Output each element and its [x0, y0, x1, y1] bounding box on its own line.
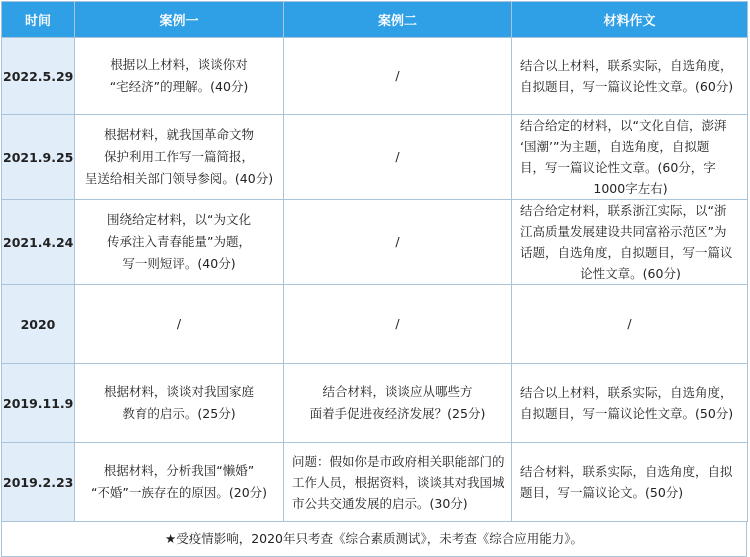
case2-line: 工作人员，根据资料，谈谈其对我国城 — [292, 474, 505, 490]
header-row — [2, 2, 748, 38]
essay-line: 目，写一篇议论性文章。(60分，字 — [520, 160, 716, 175]
footnote: ★受疫情影响，2020年只考查《综合素质测试》，未考查《综合应用能力》。 — [1, 522, 747, 557]
exam-table-container — [1, 1, 749, 546]
row-case2 — [284, 364, 512, 443]
essay-line: 江高质量发展建设共同富裕示范区”为 — [520, 224, 727, 239]
essay-line: 结合以上材料，联系实际，自选角度， — [520, 58, 733, 73]
case2-line: / — [395, 316, 400, 331]
row-case1 — [75, 115, 284, 200]
case1-line: 围绕给定材料，以“为文化 — [107, 212, 251, 227]
essay-line: 论性文章。(60分) — [580, 266, 681, 281]
case1-line: 传承注入青春能量”为题， — [107, 234, 251, 249]
case1-line: 保护利用工作写一篇简报， — [103, 149, 254, 164]
essay-line: 结合以上材料，联系实际，自选角度， — [520, 385, 733, 400]
essay-line: ‘国潮’”为主题，自选角度，自拟题 — [520, 139, 710, 154]
case1-line: 根据材料，谈谈对我国家庭 — [103, 384, 254, 399]
table-row — [2, 115, 748, 200]
table-row — [2, 200, 748, 285]
row-case2 — [284, 200, 512, 285]
case2-line: / — [395, 149, 400, 164]
essay-line: 1000字左右) — [593, 181, 668, 196]
case2-line: 结合材料，谈谈应从哪些方 — [322, 384, 473, 399]
essay-line: 自拟题目，写一篇议论性文章。(60分) — [520, 79, 734, 94]
row-essay — [512, 200, 748, 285]
table-row — [2, 38, 748, 115]
case2-line: 面着手促进夜经济发展？(25分) — [309, 406, 486, 421]
header-case2: 案例二 — [284, 2, 512, 38]
case1-line: 根据材料，就我国革命文物 — [103, 127, 254, 142]
case1-line: 写一则短评。(40分) — [122, 256, 236, 271]
essay-line: 结合材料，联系实际，自选角度，自拟 — [520, 464, 733, 479]
row-case1 — [75, 200, 284, 285]
case1-line: 教育的启示。(25分) — [122, 406, 236, 421]
table-row — [2, 364, 748, 443]
case1-line: 根据以上材料，谈谈你对 — [110, 57, 248, 72]
row-case2 — [284, 285, 512, 364]
table-row — [2, 285, 748, 364]
row-case2 — [284, 443, 512, 522]
row-essay — [512, 38, 748, 115]
case2-line: / — [395, 68, 400, 83]
header-case1: 案例一 — [75, 2, 284, 38]
exam-table — [1, 1, 748, 522]
row-essay — [512, 285, 748, 364]
table-row — [2, 443, 748, 522]
row-date: 2019.11.9 — [2, 364, 75, 443]
row-date: 2021.4.24 — [2, 200, 75, 285]
row-date: 2022.5.29 — [2, 38, 75, 115]
row-date: 2020 — [2, 285, 75, 364]
case1-line: “宅经济”的理解。(40分) — [109, 79, 249, 94]
case2-line: 市公共交通发展的启示。(30分) — [292, 495, 468, 511]
row-case1 — [75, 38, 284, 115]
case1-line: / — [176, 316, 182, 331]
essay-line: 结合给定的材料，以“文化自信，澎湃 — [520, 118, 727, 133]
row-date: 2019.2.23 — [2, 443, 75, 522]
row-essay — [512, 443, 748, 522]
row-case2 — [284, 38, 512, 115]
essay-line: 结合给定材料，联系浙江实际，以“浙 — [520, 203, 727, 218]
essay-line: / — [627, 316, 632, 331]
row-essay — [512, 115, 748, 200]
case2-line: 问题：假如你是市政府相关职能部门的 — [292, 453, 505, 469]
essay-line: 话题，自选角度，自拟题目，写一篇议 — [520, 245, 733, 260]
essay-line: 自拟题目，写一篇议论性文章。(50分) — [520, 406, 734, 421]
row-case1 — [75, 285, 284, 364]
row-date: 2021.9.25 — [2, 115, 75, 200]
case1-line: “不婚”一族存在的原因。(20分) — [90, 485, 268, 500]
case2-line: / — [395, 234, 400, 249]
row-case1 — [75, 364, 284, 443]
case1-line: 根据材料，分析我国“懒婚” — [103, 463, 255, 478]
row-case1 — [75, 443, 284, 522]
row-essay — [512, 364, 748, 443]
essay-line: 题目，写一篇议论文。(50分) — [520, 485, 684, 500]
case1-line: 呈送给相关部门领导参阅。(40分) — [84, 171, 274, 186]
row-case2 — [284, 115, 512, 200]
header-essay: 材料作文 — [512, 2, 748, 38]
header-time: 时间 — [2, 2, 75, 38]
